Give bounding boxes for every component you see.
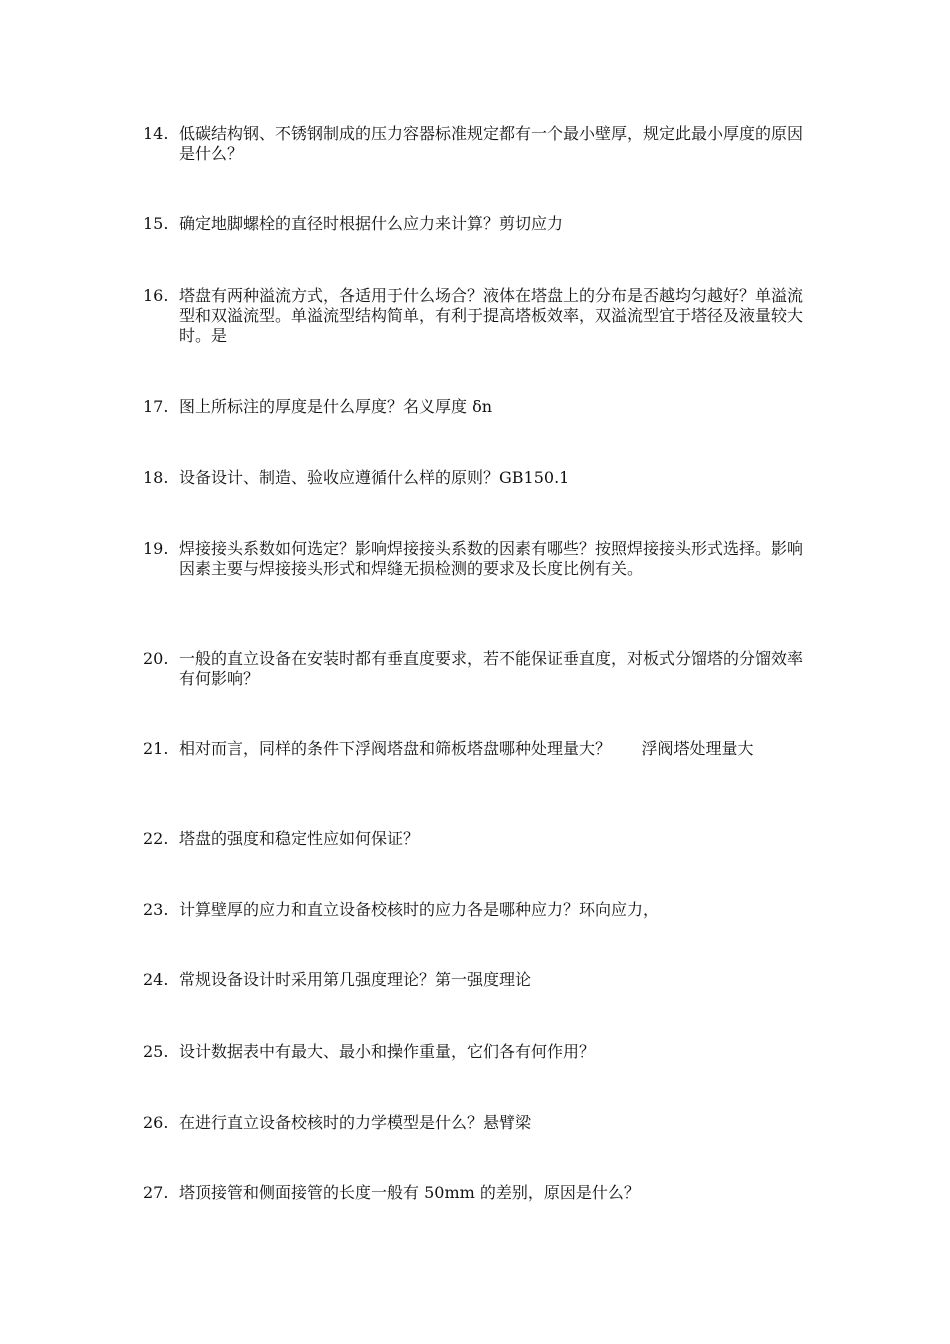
question-text: 在进行直立设备校核时的力学模型是什么？悬臂梁 bbox=[179, 1113, 532, 1132]
question-text: 塔盘有两种溢流方式，各适用于什么场合？液体在塔盘上的分布是否越均匀越好？单溢流型和双溢流型。单溢流型结构简单，有利于提高塔板效率，双溢流型宜于塔径及液量较大时。是 bbox=[179, 286, 804, 345]
question-item bbox=[143, 286, 813, 346]
question-item bbox=[143, 124, 813, 164]
question-number: 26. bbox=[143, 1113, 169, 1132]
question-number: 19. bbox=[143, 539, 169, 558]
question-number: 24. bbox=[143, 970, 169, 989]
question-text: 设计数据表中有最大、最小和操作重量，它们各有何作用？ bbox=[179, 1042, 596, 1061]
question-text: 计算壁厚的应力和直立设备校核时的应力各是哪种应力？环向应力， bbox=[179, 900, 660, 919]
question-item bbox=[143, 539, 813, 579]
question-item bbox=[143, 468, 813, 488]
question-text: 确定地脚螺栓的直径时根据什么应力来计算？剪切应力 bbox=[179, 214, 564, 233]
question-number: 25. bbox=[143, 1042, 169, 1061]
question-number: 22. bbox=[143, 829, 169, 848]
question-item bbox=[143, 397, 813, 417]
question-item bbox=[143, 1113, 813, 1133]
question-number: 14. bbox=[143, 124, 169, 143]
question-item bbox=[143, 829, 813, 849]
question-text: 塔盘的强度和稳定性应如何保证？ bbox=[179, 829, 420, 848]
question-number: 16. bbox=[143, 286, 169, 305]
question-item bbox=[143, 900, 813, 920]
question-number: 21. bbox=[143, 739, 169, 758]
question-text: 焊接接头系数如何选定？影响焊接接头系数的因素有哪些？按照焊接接头形式选择。影响因素主要与焊接接头形式和焊缝无损检测的要求及长度比例有关。 bbox=[179, 539, 804, 578]
question-text: 相对而言，同样的条件下浮阀塔盘和筛板塔盘哪种处理量大？ 浮阀塔处理量大 bbox=[179, 739, 754, 758]
question-number: 27. bbox=[143, 1183, 169, 1202]
question-item bbox=[143, 1183, 813, 1203]
question-text: 一般的直立设备在安装时都有垂直度要求，若不能保证垂直度，对板式分馏塔的分馏效率有何影响？ bbox=[179, 649, 804, 688]
question-text: 常规设备设计时采用第几强度理论？第一强度理论 bbox=[179, 970, 532, 989]
question-text: 塔顶接管和侧面接管的长度一般有 50mm 的差别，原因是什么？ bbox=[179, 1183, 640, 1202]
question-item bbox=[143, 739, 813, 759]
question-item bbox=[143, 970, 813, 990]
question-item bbox=[143, 649, 813, 689]
question-number: 18. bbox=[143, 468, 169, 487]
question-item bbox=[143, 214, 813, 234]
question-text: 设备设计、制造、验收应遵循什么样的原则？GB150.1 bbox=[179, 468, 570, 487]
question-number: 15. bbox=[143, 214, 169, 233]
question-text: 图上所标注的厚度是什么厚度？名义厚度 δn bbox=[179, 397, 493, 416]
question-item bbox=[143, 1042, 813, 1062]
question-number: 23. bbox=[143, 900, 169, 919]
question-number: 17. bbox=[143, 397, 169, 416]
question-text: 低碳结构钢、不锈钢制成的压力容器标准规定都有一个最小壁厚，规定此最小厚度的原因是什么？ bbox=[179, 124, 804, 163]
question-number: 20. bbox=[143, 649, 169, 668]
